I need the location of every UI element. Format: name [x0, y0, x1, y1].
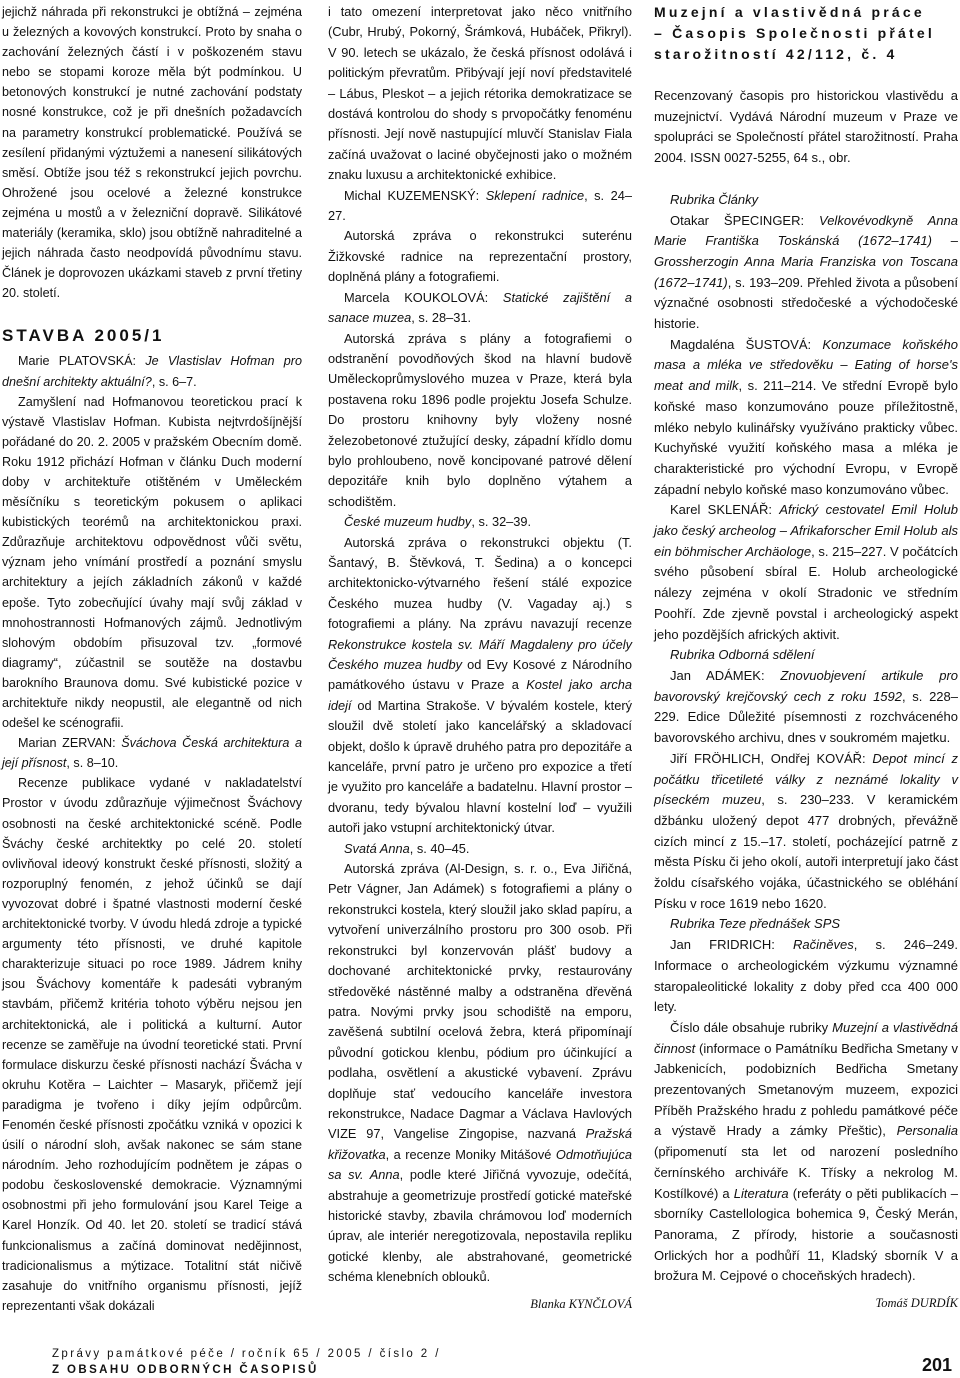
- text-run: Číslo dále obsahuje rubriky: [670, 1019, 833, 1035]
- article-citation: [654, 666, 958, 749]
- text-run: , s. 228–229. Edice Důležité písemnosti z rozchváceného bavorovského archivu, dnes v soukromém majetku.: [654, 688, 959, 746]
- text-run: (připomenutí sta let od narození posledního černínského archiváře K. Třísky a nekrolog M. Kostílkové) a: [654, 1144, 958, 1201]
- footer-section-title: Z OBSAHU ODBORNÝCH ČASOPISŮ: [52, 1364, 319, 1376]
- journal-description: Recenzovaný časopis pro historickou vlastivědu a muzejnictví. Vydává Národní muzeum v Praze ve spolupráci se Společností přátel starožitností. Praha 2004. ISSN 0027-5255, 64 s., obr.: [654, 88, 958, 166]
- pages: , s. 40–45.: [409, 840, 470, 856]
- article-title: Je Vlastislav Hofman pro dnešní architekty aktuální?: [2, 354, 302, 389]
- review-title: Pražská křižovatka: [328, 1126, 632, 1162]
- journal-title-line: starožitností 42/112, č. 4: [654, 46, 898, 62]
- article-title: Africký cestovatel Emil Holub jako český archeolog – Afrikaforscher Emil Holub als ein böhmischer Archäologe: [654, 502, 958, 559]
- text-run: , s. 211–214. Ve střední Evropě bylo koňské maso konzumováno pouze příležitostně, mléko nebylo kulinářsky využíváno prakticky vůbec. Kuchyňské využití koňského masa a mléka je charakteristické pro východní Evropu, v Evropě západní nebylo koňské maso konzumováno vůbec.: [654, 378, 959, 497]
- article-title: Račiněves: [793, 937, 854, 953]
- article-text: Recenze publikace vydané v nakladatelství Prostor v úvodu zdůrazňuje výjimečnost Šváchovy osobnosti na české architektonické scéně. Podle Šváchy české architektky po celé 20. století ovlivňoval ideový konstrukt české přísnosti, složitý a rozporuplný fenomén, z jehož účinků se dají vyvozovat dobré i špatné vlastnosti moderní české architektonické tvorby. V úvodu hledá zdroje a typické argumenty této přísnosti, ve druhé kapitole charakterizuje situaci po roce 1989. Jádrem knihy jsou Šváchovy komentáře k padesáti vybraným stavbám, přičemž kritéria tohoto výběru nejsou jen architektonická, ale i politická a kulturní. Autor recenze se zaměřuje na úvodní teoretické stati. První formulace diskurzu české přísnosti nachází Švácha v okruhu Kotěra – Laichter – Masaryk, přičemž její paradigma je tvořeno i díky jejím odpůrcům. Fenomén české přísnosti zpočátku vzniká v opozici k úsilí o národní sloh, avšak nakonec se sám stane národním. Jeho rozhodujícím podnětem je zápas o podobu československé demokracie. Významnými osobnostmi při jeho formulování jsou Karel Teige a Karel Honzík. Od 40. let 20. století se tradicí stává funkcionalismus a začíná dominovat nedějinnost, tradicionalismus a mýtizace. Totalitní stát ničivě zasahuje do vnitřního organismu přísnosti, jejíž reprezentanti však dokázali: [2, 776, 302, 1313]
- article-citation: [328, 512, 632, 532]
- article-text: i tato omezení interpretovat jako něco vnitřního (Cubr, Hrubý, Pokorný, Šrámková, Hubáček, Přikryl). V 90. letech se ukázalo, že česká přísnost odolává i politickým převratům. Přibývají její noví představitelé – Lábus, Pleskot – a jejich rétorika demokratizace se dostává kontrolou do shody s prvopočátky fenoménu přísnosti. Její nově nastupující mluvčí Stanislav Fiala začíná uvažovat o laciné obyčejnosti jako o možném znaku luxusu a architektonické exhibice.: [328, 4, 632, 183]
- author: Otakar ŠPECINGER:: [670, 212, 820, 228]
- author: Jan ADÁMEK:: [670, 667, 781, 683]
- article-citation: [328, 288, 632, 329]
- pages: , s. 8–10.: [66, 756, 119, 771]
- article-title: České muzeum hudby: [344, 514, 472, 530]
- column-3: [654, 2, 958, 1314]
- pages: , s. 6–7.: [151, 374, 197, 389]
- article-title: Znovuobjevení artikule pro bavorovský krejčovský cech z roku 1592: [654, 667, 958, 704]
- article-citation: [654, 211, 958, 335]
- article-citation: [654, 500, 958, 645]
- article-title: Šváchova Česká architektura a její přísnost: [2, 736, 302, 771]
- text-run: od Martina Strakoše. V bývalém kostele, který sloužil dvě století jako kancelářský a skladovací objekt, došlo k úpravě druhého patra pro depozitáře a kanceláře, první patro je určeno pro expozice a třetí je využito pro kanceláře a badatelnu. Hlavní prostor – dvoranu, tedy bývalou hlavní kostelní loď – využili autoři jako vstupní architektonický útvar.: [328, 697, 632, 836]
- article-text: [328, 533, 632, 839]
- footer-journal-line: Zprávy památkové péče / ročník 65 / 2005 / číslo 2 /: [52, 1348, 441, 1360]
- pages: , s. 24–27.: [328, 187, 632, 224]
- text-run: (referáty o pěti publikacích – sborníky Castellologica bohemica 9, Český Merán, Panorama, Z přírody, historie a současnosti Orlických hor a podhůří 11, Kladský sborník V a brožura M. Cejpové o choceňských hradech).: [654, 1185, 958, 1284]
- page-number: 201: [921, 1355, 952, 1375]
- reviewer-signature: Blanka KYNČLOVÁ: [530, 1296, 632, 1311]
- journal-title-line: – Časopis Společnosti přátel: [654, 25, 935, 41]
- article-citation: [328, 186, 632, 227]
- review-title: Rekonstrukce kostela sv. Máří Magdaleny pro účely Českého muzea hudby: [328, 636, 632, 672]
- reviewer-signature: Tomáš DURDÍK: [875, 1296, 958, 1311]
- author: Marie PLATOVSKÁ:: [18, 354, 146, 369]
- article-text: jejichž náhrada při rekonstrukci je obtížná – zejména u železných a kovových konstrukcí. Proto by snaha o zachování železných částí i v poškozeném stavu nebo se stopami koroze měla být podmínkou. U betonových konstrukcí je nutné zachování podstaty nosné konstrukce, což je při dnešních požadavcích na parametry konstrukcí problematické. Používá se zesílení přidanými výztužemi a nanesení silikátových směsí. Obtíže jsou též s rekonstrukcí jejich povrchu. Ohrožené jsou ocelové a železné konstrukce zejména u mostů a v železniční dopravě. Silikátové materiály (keramika, sklo) jsou obtížně nahraditelné a jejich náhrada často neodpovídá původnímu stavu. Článek je doprovozen ukázkami staveb z první třetiny 20. století.: [2, 5, 302, 301]
- author: Karel SKLENÁŘ:: [670, 502, 780, 518]
- article-citation: [654, 935, 958, 1018]
- text-run: , s. 215–227. V počátcích svého působení sbíral E. Holub archeologické nálezy zejména v okolí Stradonic ve středním Poohří. Zde zjevně povstal i archeologický aspekt jeho pozdějších afrických aktivit.: [654, 543, 958, 642]
- text-run: , s. 246–249. Informace o archeologickém výzkumu významné staropaleolitické lokality z doby před cca 400 000 lety.: [654, 937, 958, 1015]
- article-citation: [2, 733, 302, 773]
- author: Jiří FRÖHLICH, Ondřej KOVÁŘ:: [670, 750, 873, 766]
- pages: , s. 32–39.: [471, 514, 532, 530]
- article-title: Sklepení radnice: [485, 187, 585, 203]
- article-title: Svatá Anna: [344, 840, 410, 856]
- rubric-name: Literatura: [733, 1185, 789, 1201]
- article-title: Konzumace koňského masa a mléka ve středověku – Eating of horse's meat and milk: [654, 336, 958, 394]
- text-run: Autorská zpráva (Al-Design, s. r. o., Eva Jiřičná, Petr Vágner, Jan Adámek) s fotografiemi a plány o rekonstrukci kostela, který sloužil jako sklad papíru, a vytvoření univerzálního prostoru pro 300 osob. Při rekonstrukci byl konzervován plášť budovy a dochované architektonické prvky, restaurovány středověké nástěnné malby a odstraněna dřevěná patra. Novými prvky jsou schodiště na emporu, zavěšená subtilní ocelová žebra, která připomínají původní gotickou klenbu, pódium pro účinkující a podlaha, osvětlení a akustické vybavení. Zprávu doplňuje stať vedoucího kanceláře investora rekonstrukce, Nadace Dagmar a Václava Havlových VIZE 97, Vangelise Zingopise, nazvaná: [328, 861, 632, 1142]
- article-citation: [328, 839, 632, 859]
- article-title: Depot mincí z počátku třicetileté války z neznámé lokality v píseckém muzeu: [654, 750, 958, 808]
- page-footer: [52, 1346, 441, 1378]
- column-1: [2, 2, 302, 1316]
- text-run: , podle které Jiřičná vyvozuje, odečítá, abstrahuje a geometrizuje prostředí gotické mateřské historické stavby, zbavila chrámovou loď moderních úprav, ale interiér neregotizovala, nepostavila repliku gotické klenby, ale abstrahované, geometrické schéma klenebních oblouků.: [328, 1167, 632, 1285]
- rubric-name: Personalia: [896, 1123, 958, 1139]
- rubric-name: Muzejní a vlastivědná činnost: [654, 1019, 959, 1056]
- rubric-label: Rubrika Odborná sdělení: [670, 647, 815, 663]
- review-title: Odmotňujúca sa sv. Anna: [328, 1146, 632, 1183]
- text-run: , s. 193–209. Přehled života a působení význačné osobnosti středočeské a východočeské historie.: [654, 274, 958, 332]
- journal-heading: [654, 2, 958, 65]
- article-text: [328, 859, 632, 1288]
- article-text: Zamyšlení nad Hofmanovou teoretickou prací k výstavě Vlastislav Hofman. Kubista nejtvrdošíjnější pořádané do 20. 2. 2005 v pražském Obecním domě. Roku 1912 přichází Hofman v článku Duch moderní doby v architektuře otištěném v Uměleckém měsíčníku s teoretickým pokusem o aplikaci kubistických teorémů na architektonickou praxi. Zdůrazňuje architektovu odpovědnost vůči světu, význam jeho vnímání prostředí a poznání smyslu architektury a jejích základních zákonů v každé epoše. Tyto zobecňující úvahy mají svůj základ v mnohostrannosti Hofmanových zájmů. Jednotlivým slohovým obdobím přisuzoval tzv. „formové diagramy“, zúčastnil se soutěže na dostavbu barokního Braunova domu. Své kubistické pozice v architektuře nikdy neopustil, ale elegantně od nich odešel ke scénografii.: [2, 394, 302, 731]
- text-run: Autorská zpráva o rekonstrukci objektu (T. Šantavý, B. Štěvková, T. Šedina) a o koncepci architektonicko-výtvarného řešení stálé expozice Českého muzea hudby (V. Vagaday aj.) s fotografiemi a plány. Na zprávu navazují recenze: [328, 534, 632, 632]
- column-2: [328, 2, 632, 1314]
- article-citation: [2, 351, 302, 391]
- text-run: (informace o Památníku Bedřicha Smetany v Jabkenicích, podobizních Bedřicha Smetany prezentovaných Smetanovým muzeem, expozici Příběh Pražského hradu z pohledu památkové péče a výstavě Hrady a zámky Přeštic),: [654, 1040, 958, 1139]
- review-title: Kostel jako archa idejí: [328, 677, 632, 713]
- article-title: Statické zajištění a sanace muzea: [328, 289, 632, 326]
- section-heading: STAVBA 2005/1: [2, 326, 165, 346]
- author: Marcela KOUKOLOVÁ:: [344, 289, 503, 305]
- article-title: Velkovévodkyně Anna Marie Františka Toskánská (1672–1741) – Grossherzogin Anna Maria Franziska von Toscana (1672–1741): [654, 212, 958, 290]
- article-citation: [654, 749, 958, 915]
- journal-title-line: Muzejní a vlastivědná práce: [654, 4, 925, 20]
- article-text: Autorská zpráva o rekonstrukci suterénu Žižkovské radnice na reprezentační prostory, doplněná plány a fotografiemi.: [328, 228, 632, 285]
- author: Michal KUZEMENSKÝ:: [344, 187, 486, 203]
- author: Magdaléna ŠUSTOVÁ:: [670, 336, 823, 352]
- text-run: od Evy Kosové z Národního památkového ústavu v Praze a: [328, 657, 632, 693]
- rubric-label: Rubrika Teze přednášek SPS: [670, 916, 841, 932]
- article-citation: [654, 335, 958, 501]
- author: Jan FRIDRICH:: [670, 937, 794, 953]
- rubric-label: Rubrika Články: [670, 191, 759, 207]
- article-text: [654, 1018, 958, 1287]
- text-run: , s. 230–233. V keramickém džbánku uložený depot 477 drobných, převážně cizích mincí z 15.–17. století, pocházející patrně z města Písku či jeho okolí, autoři interpretují jako část žoldu císařského vojáka, účastnického se obléhání Písku v roce 1619 nebo 1620.: [654, 792, 958, 911]
- pages: , s. 28–31.: [411, 310, 471, 326]
- text-run: , a recenze Moniky Mitášové: [385, 1146, 556, 1162]
- article-text: Autorská zpráva s plány a fotografiemi o odstranění povodňových škod na hlavní budově Uměleckoprůmyslového muzea v Praze, která byla postavena roku 1896 podle projektu Josefa Schulze. Do prostoru knihovny byly vloženy nosné železobetonové ztužující desky, západní křídlo domu bylo prohloubeno, nově koncipované patrové dělení depozitáře knih bylo doplněno výtahem a schodištěm.: [328, 330, 632, 509]
- author: Marian ZERVAN:: [18, 736, 122, 751]
